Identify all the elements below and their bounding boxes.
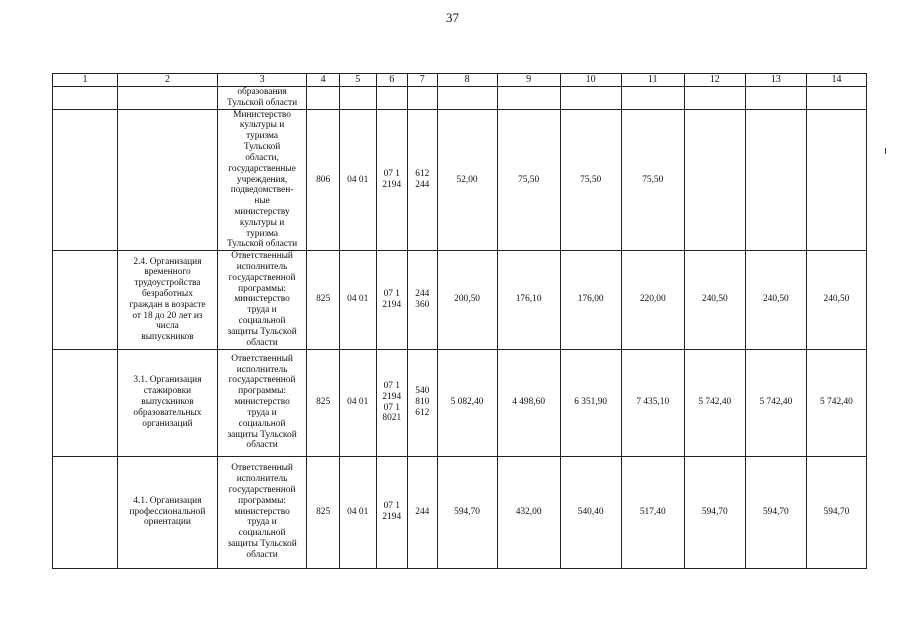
table-cell: 240,50 xyxy=(684,251,745,349)
budget-table xyxy=(52,73,867,569)
table-cell: 594,70 xyxy=(684,456,745,568)
margin-mark xyxy=(885,148,886,154)
table-cell xyxy=(53,109,118,251)
table-cell: 75,50 xyxy=(621,109,684,251)
table-cell: Ответственный исполнитель государственной программы: министерство труда и социальной защиты Тульской области xyxy=(217,456,307,568)
table-cell xyxy=(118,87,218,110)
table-cell: 540 810 612 xyxy=(408,349,438,456)
table-cell: 244 360 xyxy=(408,251,438,349)
table-cell: Ответственный исполнитель государственной программы: министерство труда и социальной защиты Тульской области xyxy=(217,349,307,456)
table-cell: 825 xyxy=(307,456,340,568)
table-cell xyxy=(621,87,684,110)
table-row xyxy=(53,251,867,349)
header-cell: 10 xyxy=(560,74,621,87)
header-cell: 12 xyxy=(684,74,745,87)
table-cell: 612 244 xyxy=(408,109,438,251)
header-cell: 5 xyxy=(339,74,376,87)
table-cell: 594,70 xyxy=(806,456,866,568)
header-cell: 13 xyxy=(745,74,806,87)
table-cell: 200,50 xyxy=(437,251,497,349)
table-cell: 5 742,40 xyxy=(806,349,866,456)
header-cell: 7 xyxy=(408,74,438,87)
table-row xyxy=(53,109,867,251)
table-cell: 825 xyxy=(307,349,340,456)
table-cell xyxy=(118,109,218,251)
table-cell: 75,50 xyxy=(560,109,621,251)
header-cell: 2 xyxy=(118,74,218,87)
table-row xyxy=(53,349,867,456)
table-cell xyxy=(560,87,621,110)
table-cell xyxy=(53,456,118,568)
page-number: 37 xyxy=(446,10,459,25)
table-cell xyxy=(745,87,806,110)
header-cell: 3 xyxy=(217,74,307,87)
table-cell: 07 1 2194 xyxy=(376,456,408,568)
table-cell: 540,40 xyxy=(560,456,621,568)
table-cell: 594,70 xyxy=(437,456,497,568)
table-cell: образования Тульской области xyxy=(217,87,307,110)
header-cell: 6 xyxy=(376,74,408,87)
table-row xyxy=(53,456,867,568)
header-cell: 1 xyxy=(53,74,118,87)
table-cell: Министерство культуры и туризма Тульской области, государственные учреждения, подведомствен- ные министерству культуры и туризма Тульской области xyxy=(217,109,307,251)
table-cell: 04 01 xyxy=(339,349,376,456)
table-cell: 4 498,60 xyxy=(497,349,560,456)
table-cell xyxy=(497,87,560,110)
table-cell: 7 435,10 xyxy=(621,349,684,456)
header-row xyxy=(53,74,867,87)
table-cell: 5 742,40 xyxy=(745,349,806,456)
table-cell xyxy=(408,87,438,110)
table-row xyxy=(53,87,867,110)
table-cell xyxy=(339,87,376,110)
table-cell: 04 01 xyxy=(339,456,376,568)
table-cell: 176,10 xyxy=(497,251,560,349)
table-cell xyxy=(53,251,118,349)
table-cell: 432,00 xyxy=(497,456,560,568)
table-cell xyxy=(745,109,806,251)
table-cell xyxy=(53,349,118,456)
table-cell: 5 742,40 xyxy=(684,349,745,456)
table-cell xyxy=(53,87,118,110)
table-cell: 3.1. Организация стажировки выпускников образовательных организаций xyxy=(118,349,218,456)
table-cell xyxy=(806,87,866,110)
table-cell: 176,00 xyxy=(560,251,621,349)
table-cell: 517,40 xyxy=(621,456,684,568)
table-cell: 07 1 2194 xyxy=(376,251,408,349)
header-cell: 14 xyxy=(806,74,866,87)
table-cell: 806 xyxy=(307,109,340,251)
table-cell: 07 1 2194 xyxy=(376,109,408,251)
table-cell: 04 01 xyxy=(339,251,376,349)
table-cell: 825 xyxy=(307,251,340,349)
table-cell: Ответственный исполнитель государственной программы: министерство труда и социальной защиты Тульской области xyxy=(217,251,307,349)
table-cell: 240,50 xyxy=(806,251,866,349)
table-cell xyxy=(307,87,340,110)
table-cell xyxy=(684,109,745,251)
table-cell: 6 351,90 xyxy=(560,349,621,456)
table-cell: 75,50 xyxy=(497,109,560,251)
table-cell xyxy=(806,109,866,251)
table-cell: 04 01 xyxy=(339,109,376,251)
table-cell: 240,50 xyxy=(745,251,806,349)
table-cell: 07 1 2194 07 1 8021 xyxy=(376,349,408,456)
header-cell: 9 xyxy=(497,74,560,87)
table-cell xyxy=(684,87,745,110)
table-cell: 4.1. Организация профессиональной ориентации xyxy=(118,456,218,568)
table-cell: 244 xyxy=(408,456,438,568)
table-cell: 2.4. Организация временного трудоустройства безработных граждан в возрасте от 18 до 20 лет из числа выпускников xyxy=(118,251,218,349)
table-cell: 5 082,40 xyxy=(437,349,497,456)
header-cell: 4 xyxy=(307,74,340,87)
table-cell: 594,70 xyxy=(745,456,806,568)
header-cell: 11 xyxy=(621,74,684,87)
header-cell: 8 xyxy=(437,74,497,87)
table-cell: 220,00 xyxy=(621,251,684,349)
table-cell xyxy=(376,87,408,110)
table-cell: 52,00 xyxy=(437,109,497,251)
table-cell xyxy=(437,87,497,110)
